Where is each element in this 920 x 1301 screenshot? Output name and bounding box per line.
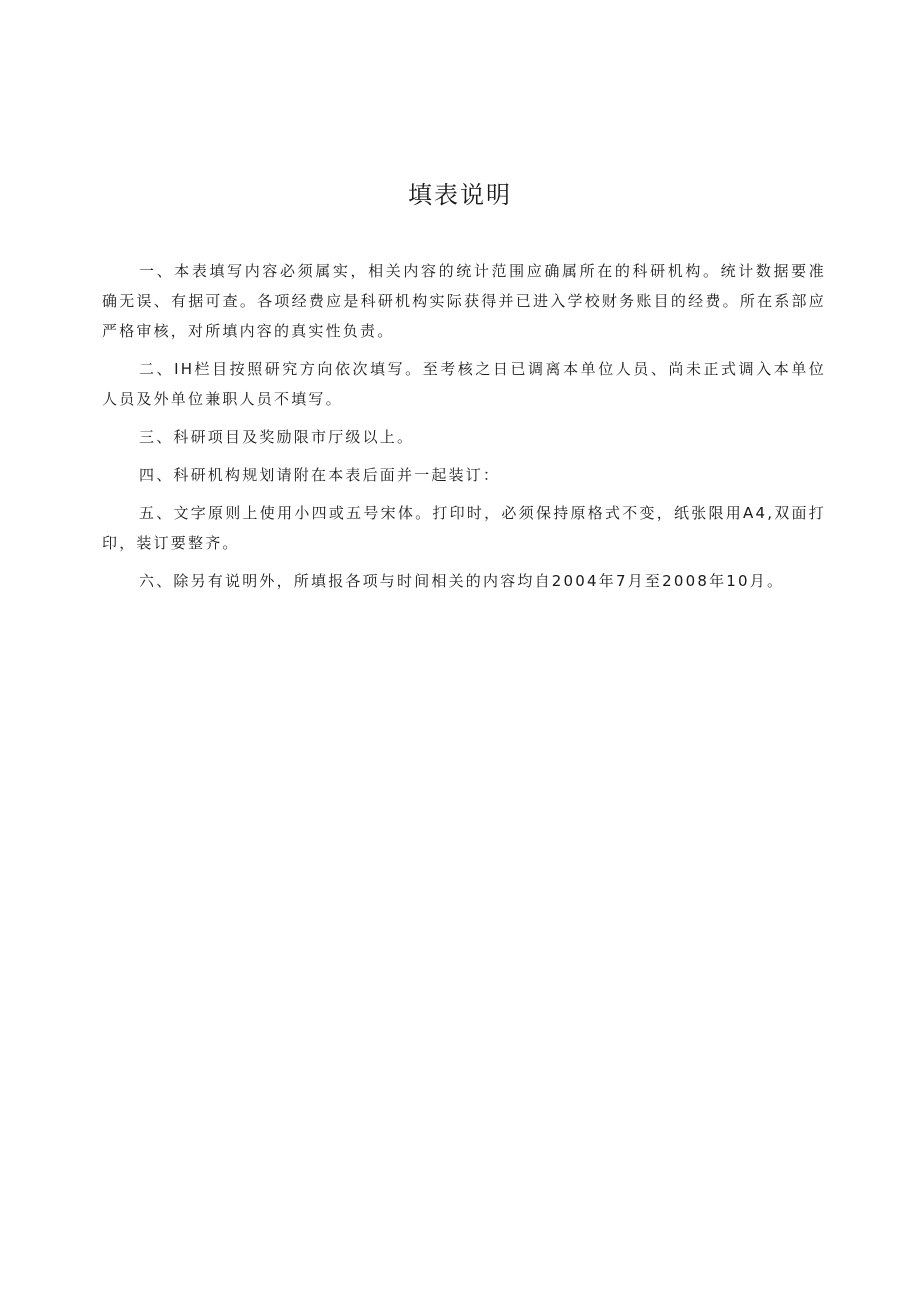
instruction-paragraph-4: 四、科研机构规划请附在本表后面并一起装订： [139, 466, 501, 484]
instruction-paragraph-3: 三、科研项目及奖励限市厅级以上。 [139, 428, 415, 446]
instruction-paragraph-1: 一、本表填写内容必须属实，相关内容的统计范围应确属所在的科研机构。统计数据要准确无误、有据可查。各项经费应是科研机构实际获得并已进入学校财务账目的经费。所在系部应严格审核，对所填内容的真实性负责。 [102, 262, 826, 340]
instruction-paragraph-6: 六、除另有说明外，所填报各项与时间相关的内容均自2004年7月至2008年10月。 [139, 572, 785, 590]
document-title: 填表说明 [408, 181, 512, 209]
instructions-body [102, 256, 826, 604]
instruction-paragraph-5: 五、文字原则上使用小四或五号宋体。打印时，必须保持原格式不变，纸张限用A4,双面打印，装订要整齐。 [102, 504, 826, 552]
instruction-paragraph-2: 二、IH栏目按照研究方向依次填写。至考核之日已调离本单位人员、尚未正式调入本单位人员及外单位兼职人员不填写。 [102, 360, 826, 408]
